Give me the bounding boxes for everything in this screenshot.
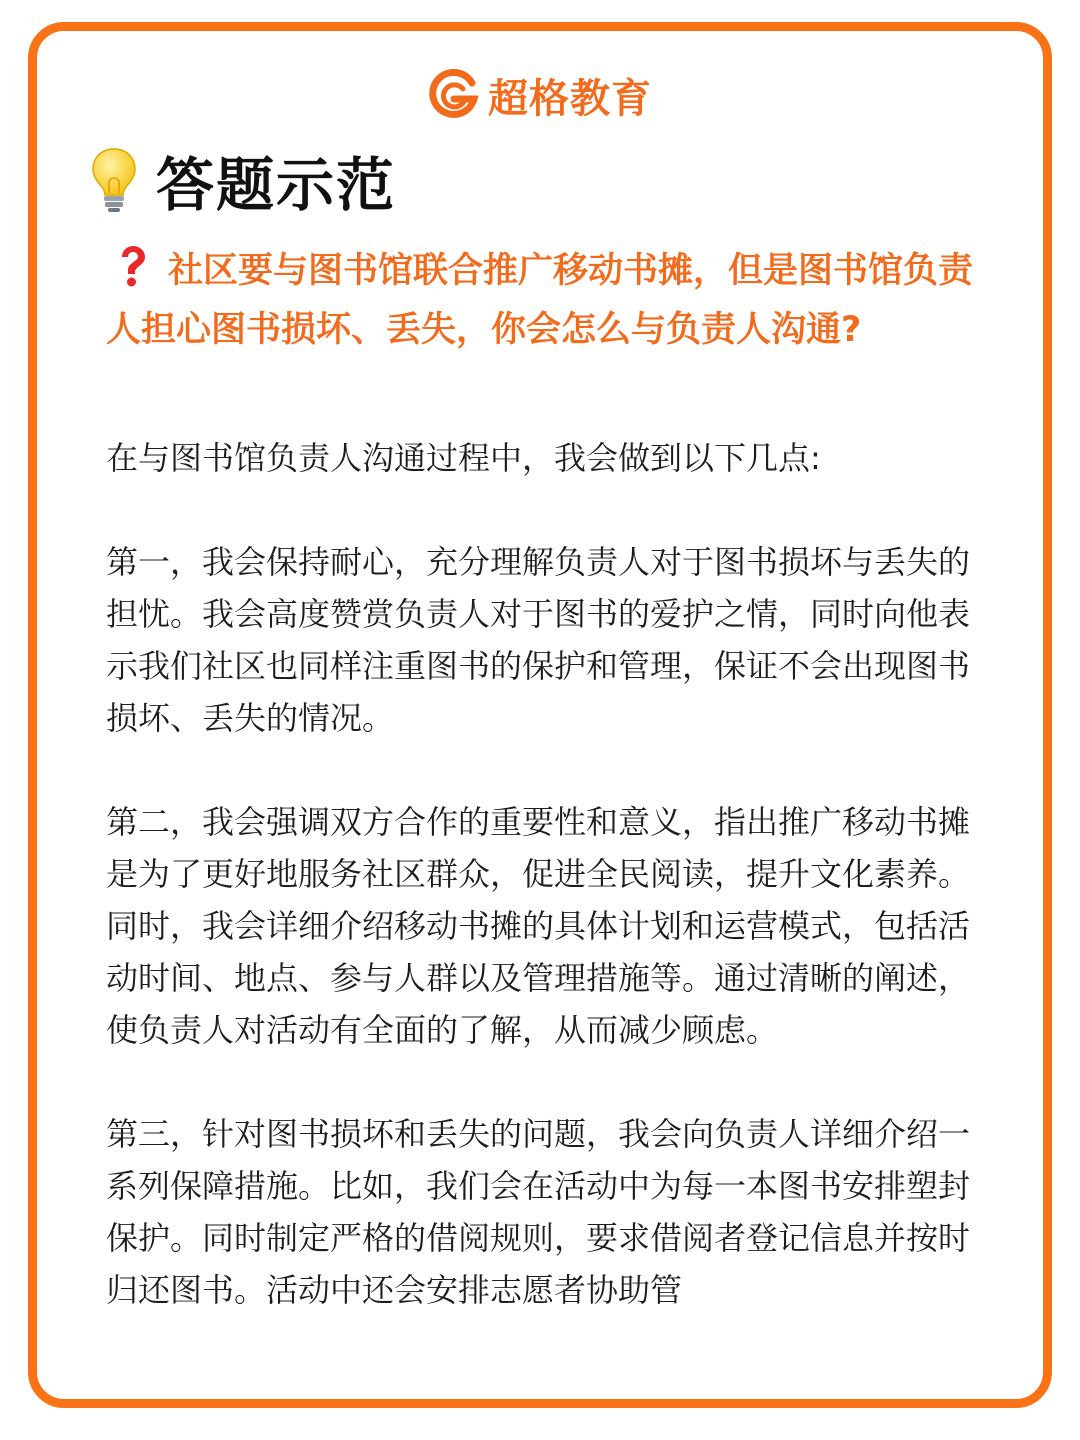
brand-header	[0, 68, 1080, 122]
answer-point-2: 第二，我会强调双方合作的重要性和意义，指出推广移动书摊是为了更好地服务社区群众，促进全民阅读，提升文化素养。同时，我会详细介绍移动书摊的具体计划和运营模式，包括活动时间、地点、参与人群以及管理措施等。通过清晰的阐述，使负责人对活动有全面的了解，从而减少顾虑。	[106, 803, 971, 1049]
lightbulb-icon	[88, 145, 140, 215]
question-block	[106, 242, 986, 360]
question-text: 社区要与图书馆联合推广移动书摊，但是图书馆负责人担心图书损坏、丢失，你会怎么与负责人沟通?	[106, 251, 974, 350]
red-question-mark-icon	[112, 244, 152, 288]
brand-name: 超格教育	[488, 75, 652, 122]
section-heading	[88, 140, 396, 220]
answer-point-3: 第三，针对图书损坏和丢失的问题，我会向负责人详细介绍一系列保障措施。比如，我们会在活动中为每一本图书安排塑封保护。同时制定严格的借阅规则，要求借阅者登记信息并按时归还图书。活动中还会安排志愿者协助管	[106, 1115, 971, 1309]
answer-body	[106, 432, 990, 1368]
answer-intro: 在与图书馆负责人沟通过程中，我会做到以下几点:	[106, 439, 821, 477]
g-logo-icon	[428, 69, 480, 121]
answer-point-1: 第一，我会保持耐心，充分理解负责人对于图书损坏与丢失的担忧。我会高度赞赏负责人对于图书的爱护之情，同时向他表示我们社区也同样注重图书的保护和管理，保证不会出现图书损坏、丢失的情况。	[106, 543, 971, 737]
page-title: 答题示范	[156, 151, 397, 219]
